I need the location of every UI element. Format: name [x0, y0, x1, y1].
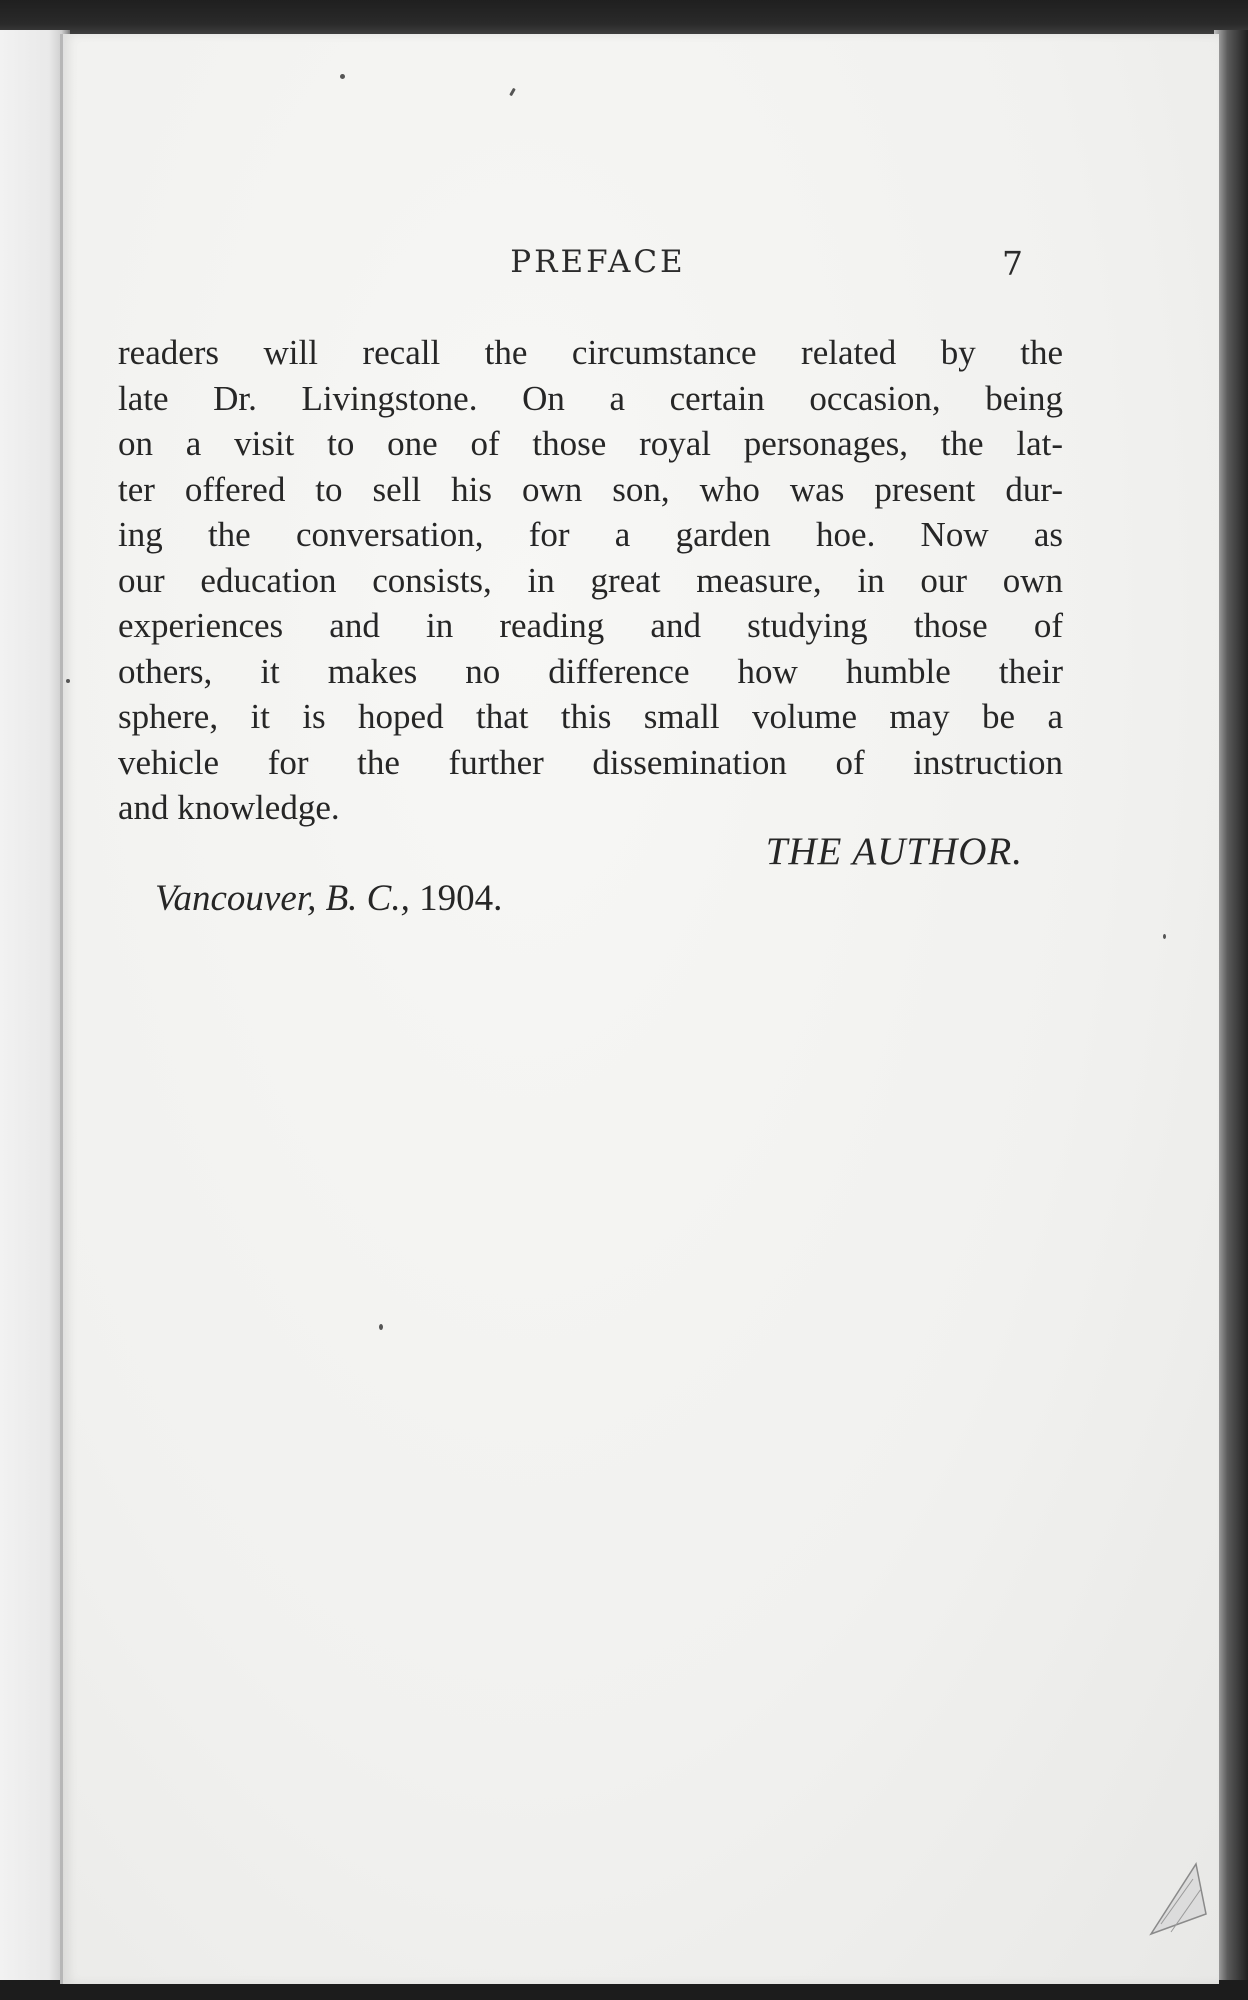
text-line: sphere, it is hoped that this small volume may be a: [118, 697, 1063, 736]
page-right-edge: [1214, 30, 1248, 1990]
text-line: late Dr. Livingstone. On a certain occasion, being: [118, 378, 1063, 418]
paper-speck: [340, 74, 345, 79]
page-corner-curl: [1141, 1854, 1211, 1944]
book-page: [60, 34, 1219, 1984]
text-line: ing the conversation, for a garden hoe. Now as: [118, 515, 1063, 554]
text-line: readers will recall the circumstance related by the: [118, 333, 1063, 372]
paper-speck: [1163, 934, 1166, 939]
text-line: on a visit to one of those royal personages, the lat-: [118, 424, 1063, 463]
text-line: and knowledge.: [118, 788, 340, 827]
text-line: others, it makes no difference how humble their: [118, 651, 1063, 691]
author-signature: THE AUTHOR.: [765, 830, 1023, 873]
running-head: [63, 244, 1219, 284]
paper-speck: [379, 1324, 383, 1330]
paper-speck: [66, 679, 70, 683]
text-line: experiences and in reading and studying those of: [118, 606, 1063, 645]
preface-body-text: [118, 330, 1063, 831]
page-number: 7: [1002, 244, 1023, 283]
dateline: [155, 877, 502, 920]
text-line: ter offered to sell his own son, who was present dur-: [118, 469, 1063, 509]
text-line: our education consists, in great measure, in our own: [118, 560, 1063, 600]
dateline-place: Vancouver, B. C.,: [155, 878, 410, 919]
paper-speck: [509, 88, 516, 96]
text-line: vehicle for the further dissemination of instruction: [118, 742, 1063, 782]
running-head-title: PREFACE: [510, 244, 686, 280]
dateline-year: 1904.: [419, 878, 503, 919]
